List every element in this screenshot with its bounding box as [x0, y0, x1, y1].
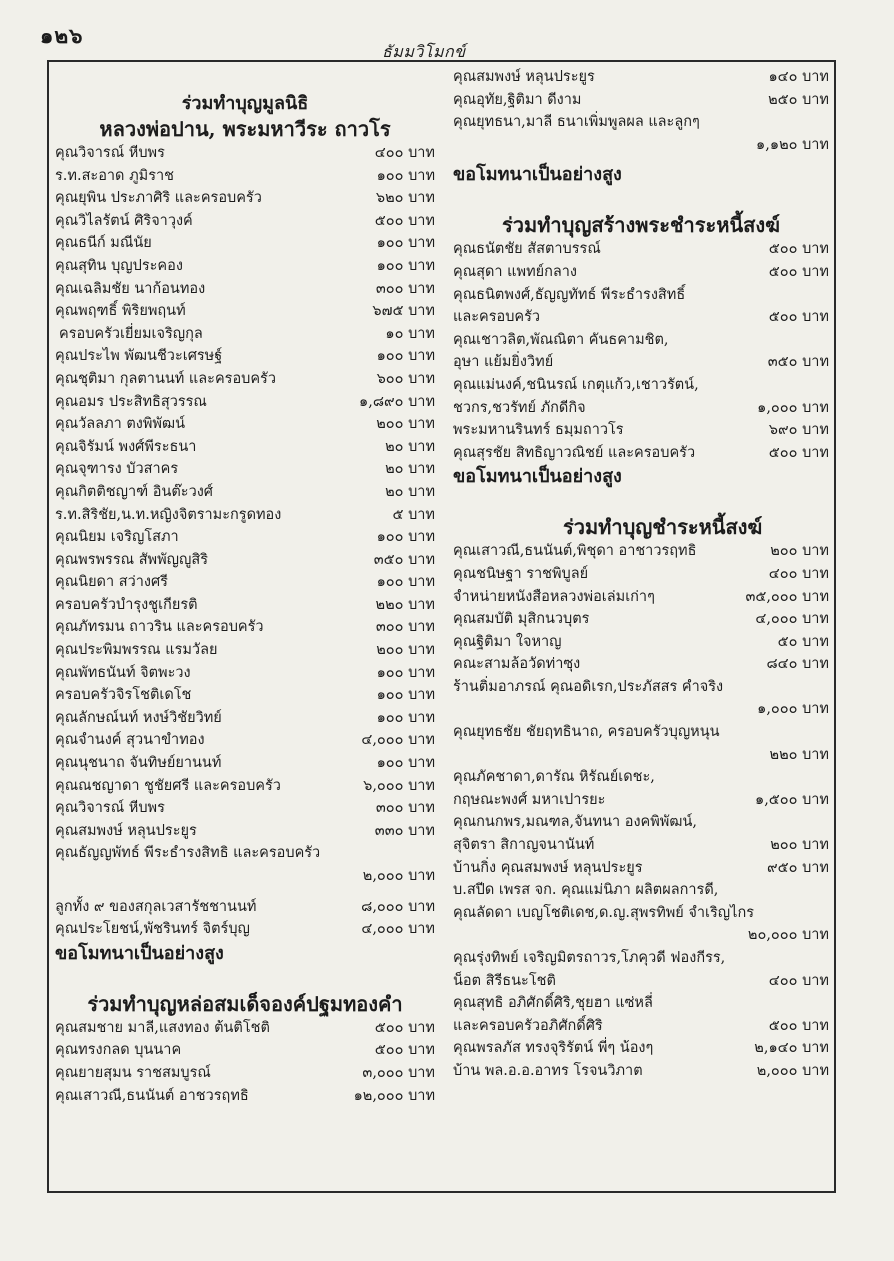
donor-name: บ.สปีด เพรส จก. คุณแม่นิภา ผลิตผลการดี, — [453, 882, 719, 899]
donation-amount: ๑๔๐ บาท — [768, 69, 829, 85]
donor-name: คุณวิจารณ์ หีบพร — [55, 800, 165, 817]
donor-row — [453, 419, 829, 442]
donor-row — [55, 323, 435, 346]
donor-name: คุณจุฑารง บัวสาคร — [55, 461, 179, 478]
donor-name: ครอบครัวบำรุงชูเกียรติ — [55, 596, 198, 613]
donor-name: คุณพัทธนันท์ จิตพะวง — [55, 664, 191, 681]
donor-row — [55, 481, 435, 504]
donor-name: คุณลัดดา เบญโชติเดช,ด.ญ.สุพรทิพย์ จำเริญไกร — [453, 904, 755, 921]
donor-row — [453, 721, 829, 744]
donor-name: บ้าน พล.อ.อ.อาทร โรจนวิภาต — [453, 1062, 643, 1079]
donor-row — [453, 261, 829, 284]
gold-buddha-donor-list — [55, 1017, 435, 1107]
donor-row — [55, 896, 435, 919]
donor-name: คุณเชาวลิต,พัณณิตา คันธคามชิต, — [453, 331, 669, 348]
donor-row — [453, 397, 829, 420]
thanks-text-monk-debt-statue: ขอโมทนาเป็นอย่างสูง — [453, 466, 622, 488]
donor-row — [55, 752, 435, 775]
donor-row — [453, 1037, 829, 1060]
donor-row — [453, 653, 829, 676]
donation-amount: ๓๕๐ บาท — [373, 551, 435, 568]
donor-row — [453, 857, 829, 880]
donation-amount: ๕๐๐ บาท — [768, 263, 829, 280]
donation-amount: ๔,๐๐๐ บาท — [755, 611, 829, 628]
donation-amount: ๑๐๐ บาท — [376, 348, 435, 365]
donation-amount: ๑๒,๐๐๐ บาท — [353, 1087, 435, 1104]
donation-amount: ๔๐๐ บาท — [768, 972, 829, 989]
donor-name: คุณสุดา แพทย์กลาง — [453, 263, 578, 280]
donor-row — [55, 255, 435, 278]
donor-row — [453, 111, 829, 134]
donation-amount: ๖๒๐ บาท — [375, 190, 435, 207]
donor-row — [453, 66, 829, 89]
donor-multiline-amount: ๒,๐๐๐ บาท — [362, 868, 435, 884]
donation-amount: ๖๐๐ บาท — [376, 370, 435, 387]
donation-amount: ๑๐๐ บาท — [376, 529, 435, 546]
donor-row — [453, 608, 829, 631]
donor-row — [453, 676, 829, 699]
thanks-text-foundation: ขอโมทนาเป็นอย่างสูง — [55, 942, 224, 964]
section-title-monk-debt-statue: ร่วมทำบุญสร้างพระชำระหนี้สงฆ์ — [502, 213, 780, 238]
donation-amount: ๒๐๐ บาท — [376, 416, 435, 433]
donation-amount: ๑,๑๒๐ บาท — [756, 136, 829, 153]
donor-row — [453, 744, 829, 767]
donation-amount: ๕๐ บาท — [777, 633, 829, 650]
donation-amount: ๖,๐๐๐ บาท — [363, 777, 435, 794]
donor-row — [55, 1017, 435, 1040]
donor-row — [453, 563, 829, 586]
thanks-text-continued: ขอโมทนาเป็นอย่างสูง — [453, 164, 622, 186]
running-header: ธัมมวิโมกข์ — [382, 42, 466, 61]
donation-amount: ๕๐๐ บาท — [374, 1042, 435, 1059]
donor-name: คุณยุทธชัย ชัยฤทธินาถ, ครอบครัวบุญหนุน — [453, 724, 720, 741]
donation-amount: ๔,๐๐๐ บาท — [361, 921, 435, 938]
donation-amount: ๖๙๐ บาท — [768, 422, 829, 439]
donor-name: คุณกนกพร,มณฑล,จันทนา องคพิพัฒน์, — [453, 814, 697, 831]
donor-row — [55, 391, 435, 414]
donor-name: คุณสมชาย มาลี,แสงทอง ต้นติโชติ — [55, 1019, 270, 1036]
donation-amount: ๑,๐๐๐ บาท — [757, 701, 829, 718]
monk-debt-statue-donor-list — [453, 238, 829, 464]
donor-row — [55, 526, 435, 549]
donor-row — [453, 1015, 829, 1038]
donor-name: คุณวิจารณ์ หีบพร — [55, 145, 165, 161]
donor-name: กฤษณะพงศ์ มหาเปารยะ — [453, 791, 606, 808]
donor-row — [55, 571, 435, 594]
donation-amount: ๔๐๐ บาท — [768, 565, 829, 582]
donation-amount: ๓๐๐ บาท — [375, 619, 435, 636]
donation-amount: ๑๐๐ บาท — [376, 709, 435, 726]
donor-name: คุณรุ่งทิพย์ เจริญมิตรถาวร,โภคุวดี ฟองกีรร, — [453, 950, 726, 966]
donor-name: คุณนิยม เจริญโสภา — [55, 529, 179, 546]
donation-amount: ๕ บาท — [392, 506, 435, 523]
donor-name: บ้านกิ่ง คุณสมพงษ์ หลุนประยูร — [453, 859, 643, 876]
donation-amount: ๑๐๐ บาท — [376, 235, 435, 252]
donation-amount: ๒๐ บาท — [385, 438, 435, 455]
donation-amount: ๑๐๐ บาท — [376, 257, 435, 274]
donation-amount: ๕๐๐ บาท — [768, 241, 829, 258]
foundation-donor-list — [55, 142, 435, 842]
donor-name: คุณจิรัมน์ พงศ์พีระธนา — [55, 438, 197, 455]
section-title-monk-debt: ร่วมทำบุญชำระหนี้สงฆ์ — [563, 515, 763, 540]
donor-name: คุณฐิติมา ใจหาญ — [453, 633, 562, 650]
donation-amount: ๑,๘๙๐ บาท — [359, 393, 435, 410]
donor-row — [55, 458, 435, 481]
donor-name: คณะสามล้อวัดท่าซุง — [453, 656, 581, 673]
donation-amount: ๕๐๐ บาท — [374, 212, 435, 229]
donor-name: คุณกิตติชญาฑ์ อินต๊ะวงศ์ — [55, 483, 213, 500]
donor-name: คุณวัลลภา ตงพิพัฒน์ — [55, 416, 185, 433]
donor-row — [55, 729, 435, 752]
content-frame — [47, 60, 836, 1193]
donation-amount: ๕๐๐ บาท — [374, 1019, 435, 1036]
donor-name: คุณเฉลิมชัย นาก้อนทอง — [55, 280, 206, 297]
donor-name: คุณภัทรมน ถาวริน และครอบครัว — [55, 619, 264, 636]
donor-row — [453, 374, 829, 397]
donor-name: คุณทรงกลด บุนนาค — [55, 1042, 182, 1059]
donor-row — [55, 413, 435, 436]
donor-row — [55, 797, 435, 820]
donor-row — [453, 789, 829, 812]
donation-amount: ๕๐๐ บาท — [768, 309, 829, 326]
donation-amount: ๑๐๐ บาท — [376, 755, 435, 772]
donor-name: พระมหานรินทร์ ธมฺมถาวโร — [453, 422, 624, 439]
left-column — [55, 92, 435, 1107]
donor-row — [55, 639, 435, 662]
donor-row — [453, 902, 829, 925]
donation-amount: ๑๐๐ บาท — [376, 687, 435, 704]
donor-name: ร.ท.สะอาด ภูมิราช — [55, 167, 174, 184]
donor-row — [55, 504, 435, 527]
donor-row — [453, 947, 829, 970]
donation-amount: ๔๐๐ บาท — [374, 145, 435, 161]
donor-name: ชวกร,ชวรัทย์ ภักดีกิจ — [453, 399, 586, 416]
donation-amount: ๒๐๐ บาท — [770, 837, 829, 854]
donor-name: ร้านติ่มอาภรณ์ คุณอดิเรก,ประภัสสร คำจริง — [453, 678, 724, 695]
donor-row — [55, 820, 435, 843]
donation-amount: ๓๐๐ บาท — [375, 800, 435, 817]
donor-name: คุณสุทิน บุญประคอง — [55, 257, 183, 274]
donor-row — [453, 631, 829, 654]
donor-name: คุณพฤฑธิ์ พิริยพฤนท์ — [55, 303, 186, 320]
donor-row — [55, 684, 435, 707]
donation-amount: ๘,๐๐๐ บาท — [361, 898, 435, 915]
donor-name: คุณนิยดา สว่างศรี — [55, 574, 168, 591]
donor-name: คุณสมพงษ์ หลุนประยูร — [55, 822, 197, 839]
donor-name: คุณธนีก์ มณีนัย — [55, 235, 152, 252]
donation-amount: ๘๔๐ บาท — [766, 656, 829, 673]
donation-amount: ๒๐,๐๐๐ บาท — [747, 927, 829, 944]
donor-row — [453, 586, 829, 609]
donor-name: คุณประโยชน์,พัชรินทร์ จิตร์บุญ — [55, 921, 250, 938]
donation-amount: ๑๐๐ บาท — [376, 664, 435, 681]
donor-name: คุณยายสุมน ราชสมบูรณ์ — [55, 1064, 211, 1081]
donor-name: คุณชนิษฐา ราชพิบูลย์ — [453, 565, 589, 582]
donor-name: คุณเสาวณี,ธนนันต์ อาชวรฤทธิ — [55, 1087, 249, 1104]
donation-amount: ๖๗๕ บาท — [372, 303, 435, 320]
donation-amount: ๒๐ บาท — [385, 461, 435, 478]
donor-row — [55, 278, 435, 301]
donation-amount: ๓๕๐ บาท — [767, 354, 829, 371]
donor-row — [453, 540, 829, 563]
page-number: ๑๒๖ — [40, 23, 84, 48]
donation-amount: ๙๕๐ บาท — [767, 859, 829, 876]
donor-name: คุณชุติมา กุลตานนท์ และครอบครัว — [55, 370, 276, 387]
donor-row — [453, 924, 829, 947]
donor-name: คุณประไพ พัฒนชีวะเศรษฐ์ — [55, 348, 223, 365]
donation-amount: ๒,๑๔๐ บาท — [754, 1040, 829, 1057]
donation-amount: ๕๐๐ บาท — [768, 444, 829, 461]
donation-amount: ๑๐๐ บาท — [376, 167, 435, 184]
donor-row — [55, 549, 435, 572]
donor-row — [55, 165, 435, 188]
donor-name: คุณสุรชัย สิทธิญาวณิชย์ และครอบครัว — [453, 444, 696, 461]
donation-amount: ๒๒๐ บาท — [375, 596, 435, 613]
donor-row — [453, 834, 829, 857]
donor-name: คุณธนัตชัย สัสตาบรรณ์ — [453, 241, 601, 258]
donor-row — [453, 89, 829, 112]
donor-name: คุณอมร ประสิทธิสุวรรณ — [55, 393, 207, 410]
section-title-foundation-line2: หลวงพ่อปาน, พระมหาวีระ ถาวโร — [99, 117, 391, 141]
donor-row — [55, 436, 435, 459]
donation-amount: ๒๐๐ บาท — [376, 642, 435, 659]
donor-name: คุณสมพงษ์ หลุนประยูร — [453, 69, 595, 85]
donor-row — [55, 300, 435, 323]
donor-name: คุณยุทธนา,มาลี ธนาเพิ่มพูลผล และลูกๆ — [453, 114, 700, 131]
donation-amount: ๓๕,๐๐๐ บาท — [745, 588, 829, 605]
donor-row — [55, 662, 435, 685]
donor-row — [453, 766, 829, 789]
donor-row — [55, 142, 435, 165]
donor-name: อุษา แย้มยิ่งวิทย์ — [453, 354, 554, 371]
donation-amount: ๒๕๐ บาท — [768, 91, 829, 108]
donor-row — [55, 368, 435, 391]
donor-row — [453, 284, 829, 307]
donor-row — [453, 698, 829, 721]
donor-name: ร.ท.สิริชัย,น.ท.หญิงจิตรามะกรูดทอง — [55, 506, 282, 523]
donor-name: คุณณชญาดา ชูชัยศรี และครอบครัว — [55, 777, 281, 794]
donor-name: จำหน่ายหนังสือหลวงพ่อเล่มเก่าๆ — [453, 588, 655, 605]
donor-name: คุณนุชนาถ จันทิษย์ยานนท์ — [55, 755, 222, 772]
monk-debt-donor-list — [453, 540, 829, 1082]
donor-name: ลูกทั้ง ๙ ของสกุลเวสารัชชานนท์ — [55, 898, 257, 915]
donation-amount: ๓,๐๐๐ บาท — [362, 1064, 435, 1081]
donor-row — [55, 232, 435, 255]
donor-name: คุณแม่นงค์,ชนินรณ์ เกตุแก้ว,เชาวรัตน์, — [453, 376, 699, 393]
donor-row — [55, 1062, 435, 1085]
donor-row — [55, 707, 435, 730]
donor-name: คุณอุทัย,ฐิติมา ดีงาม — [453, 91, 582, 108]
donor-name: น็อต สิรีธนะโชติ — [453, 972, 556, 989]
donor-row — [55, 616, 435, 639]
donor-row — [453, 134, 829, 157]
donation-amount: ๓๓๐ บาท — [374, 822, 435, 839]
donor-name: ครอบครัวเยี่ยมเจริญกุล — [59, 325, 203, 342]
donor-row — [55, 345, 435, 368]
donor-row — [55, 1085, 435, 1108]
donor-name: ครอบครัวจิรโชติเดโช — [55, 687, 192, 704]
donation-amount: ๒๒๐ บาท — [769, 746, 829, 763]
donor-row — [453, 306, 829, 329]
donation-amount: ๒,๐๐๐ บาท — [756, 1062, 829, 1079]
donation-amount: ๑,๐๐๐ บาท — [757, 399, 829, 416]
section-title-foundation-line1: ร่วมทำบุญมูลนิธิ — [181, 93, 309, 114]
donor-row — [453, 1060, 829, 1083]
donor-multiline-name: คุณธัญญพัทธ์ พีระธำรงสิทธิ และครอบครัว — [55, 845, 321, 862]
donor-name: สุจิตรา สิกาญจนานันท์ — [453, 837, 595, 854]
donation-amount: ๑๐๐ บาท — [376, 574, 435, 591]
right-column — [453, 66, 829, 1083]
donation-amount: ๔,๐๐๐ บาท — [361, 732, 435, 749]
donor-row — [55, 594, 435, 617]
section-title-gold-buddha: ร่วมทำบุญหล่อสมเด็จองค์ปฐมทองคำ — [87, 991, 403, 1016]
donor-name: คุณภัคชาดา,ดารัณ หิรัณย์เดชะ, — [453, 769, 655, 786]
donor-name: คุณลักษณ์นท์ หงษ์วิชัยวิทย์ — [55, 709, 222, 726]
donor-name: คุณยุพิน ประภาศิริ และครอบครัว — [55, 190, 262, 207]
donation-amount: ๓๐๐ บาท — [375, 280, 435, 297]
donor-row — [453, 351, 829, 374]
donor-row — [55, 918, 435, 941]
donor-row — [453, 811, 829, 834]
continued-donor-list — [453, 66, 829, 156]
donor-name: คุณวิไลรัตน์ ศิริจาวุงค์ — [55, 212, 193, 229]
donor-name: คุณพรพรรณ สัพพัญญูสิริ — [55, 551, 209, 568]
foundation-donor-list-after — [55, 896, 435, 941]
donor-row — [55, 1039, 435, 1062]
donor-row — [453, 329, 829, 352]
donation-amount: ๕๐๐ บาท — [768, 1017, 829, 1034]
donor-name: คุณพรลภัส ทรงจุริรัตน์ พี่ๆ น้องๆ — [453, 1040, 654, 1057]
donor-row — [55, 187, 435, 210]
donor-row — [55, 775, 435, 798]
donor-row — [453, 442, 829, 465]
donor-row — [453, 238, 829, 261]
donation-amount: ๒๐๐ บาท — [770, 543, 829, 560]
donor-row — [453, 992, 829, 1015]
donation-amount: ๒๐ บาท — [385, 483, 435, 500]
donor-name: คุณจำนงค์ สุวนาขำทอง — [55, 732, 205, 749]
donor-name: คุณสมบัติ มุสิกนวบุตร — [453, 611, 590, 628]
donor-row — [55, 210, 435, 233]
donor-row — [453, 879, 829, 902]
donor-name: และครอบครัวอภิศักดิ์ศิริ — [453, 1017, 603, 1034]
donor-name: และครอบครัว — [453, 309, 541, 326]
donation-amount: ๑,๕๐๐ บาท — [754, 791, 829, 808]
donor-row — [453, 970, 829, 993]
donor-name: คุณธนิตพงศ์,ธัญญทัทธ์ พีระธำรงสิทธิ์ — [453, 286, 686, 303]
donor-name: คุณเสาวณี,ธนนันต์,พิชุดา อาชาวรฤทธิ — [453, 543, 697, 560]
donor-name: คุณสุทธิ อภิศักดิ์ศิริ,ชุยฮา แซ่หลี่ — [453, 995, 653, 1012]
donation-amount: ๑๐ บาท — [385, 325, 435, 342]
donor-name: คุณประพิมพรรณ แรมวัลย — [55, 642, 218, 659]
